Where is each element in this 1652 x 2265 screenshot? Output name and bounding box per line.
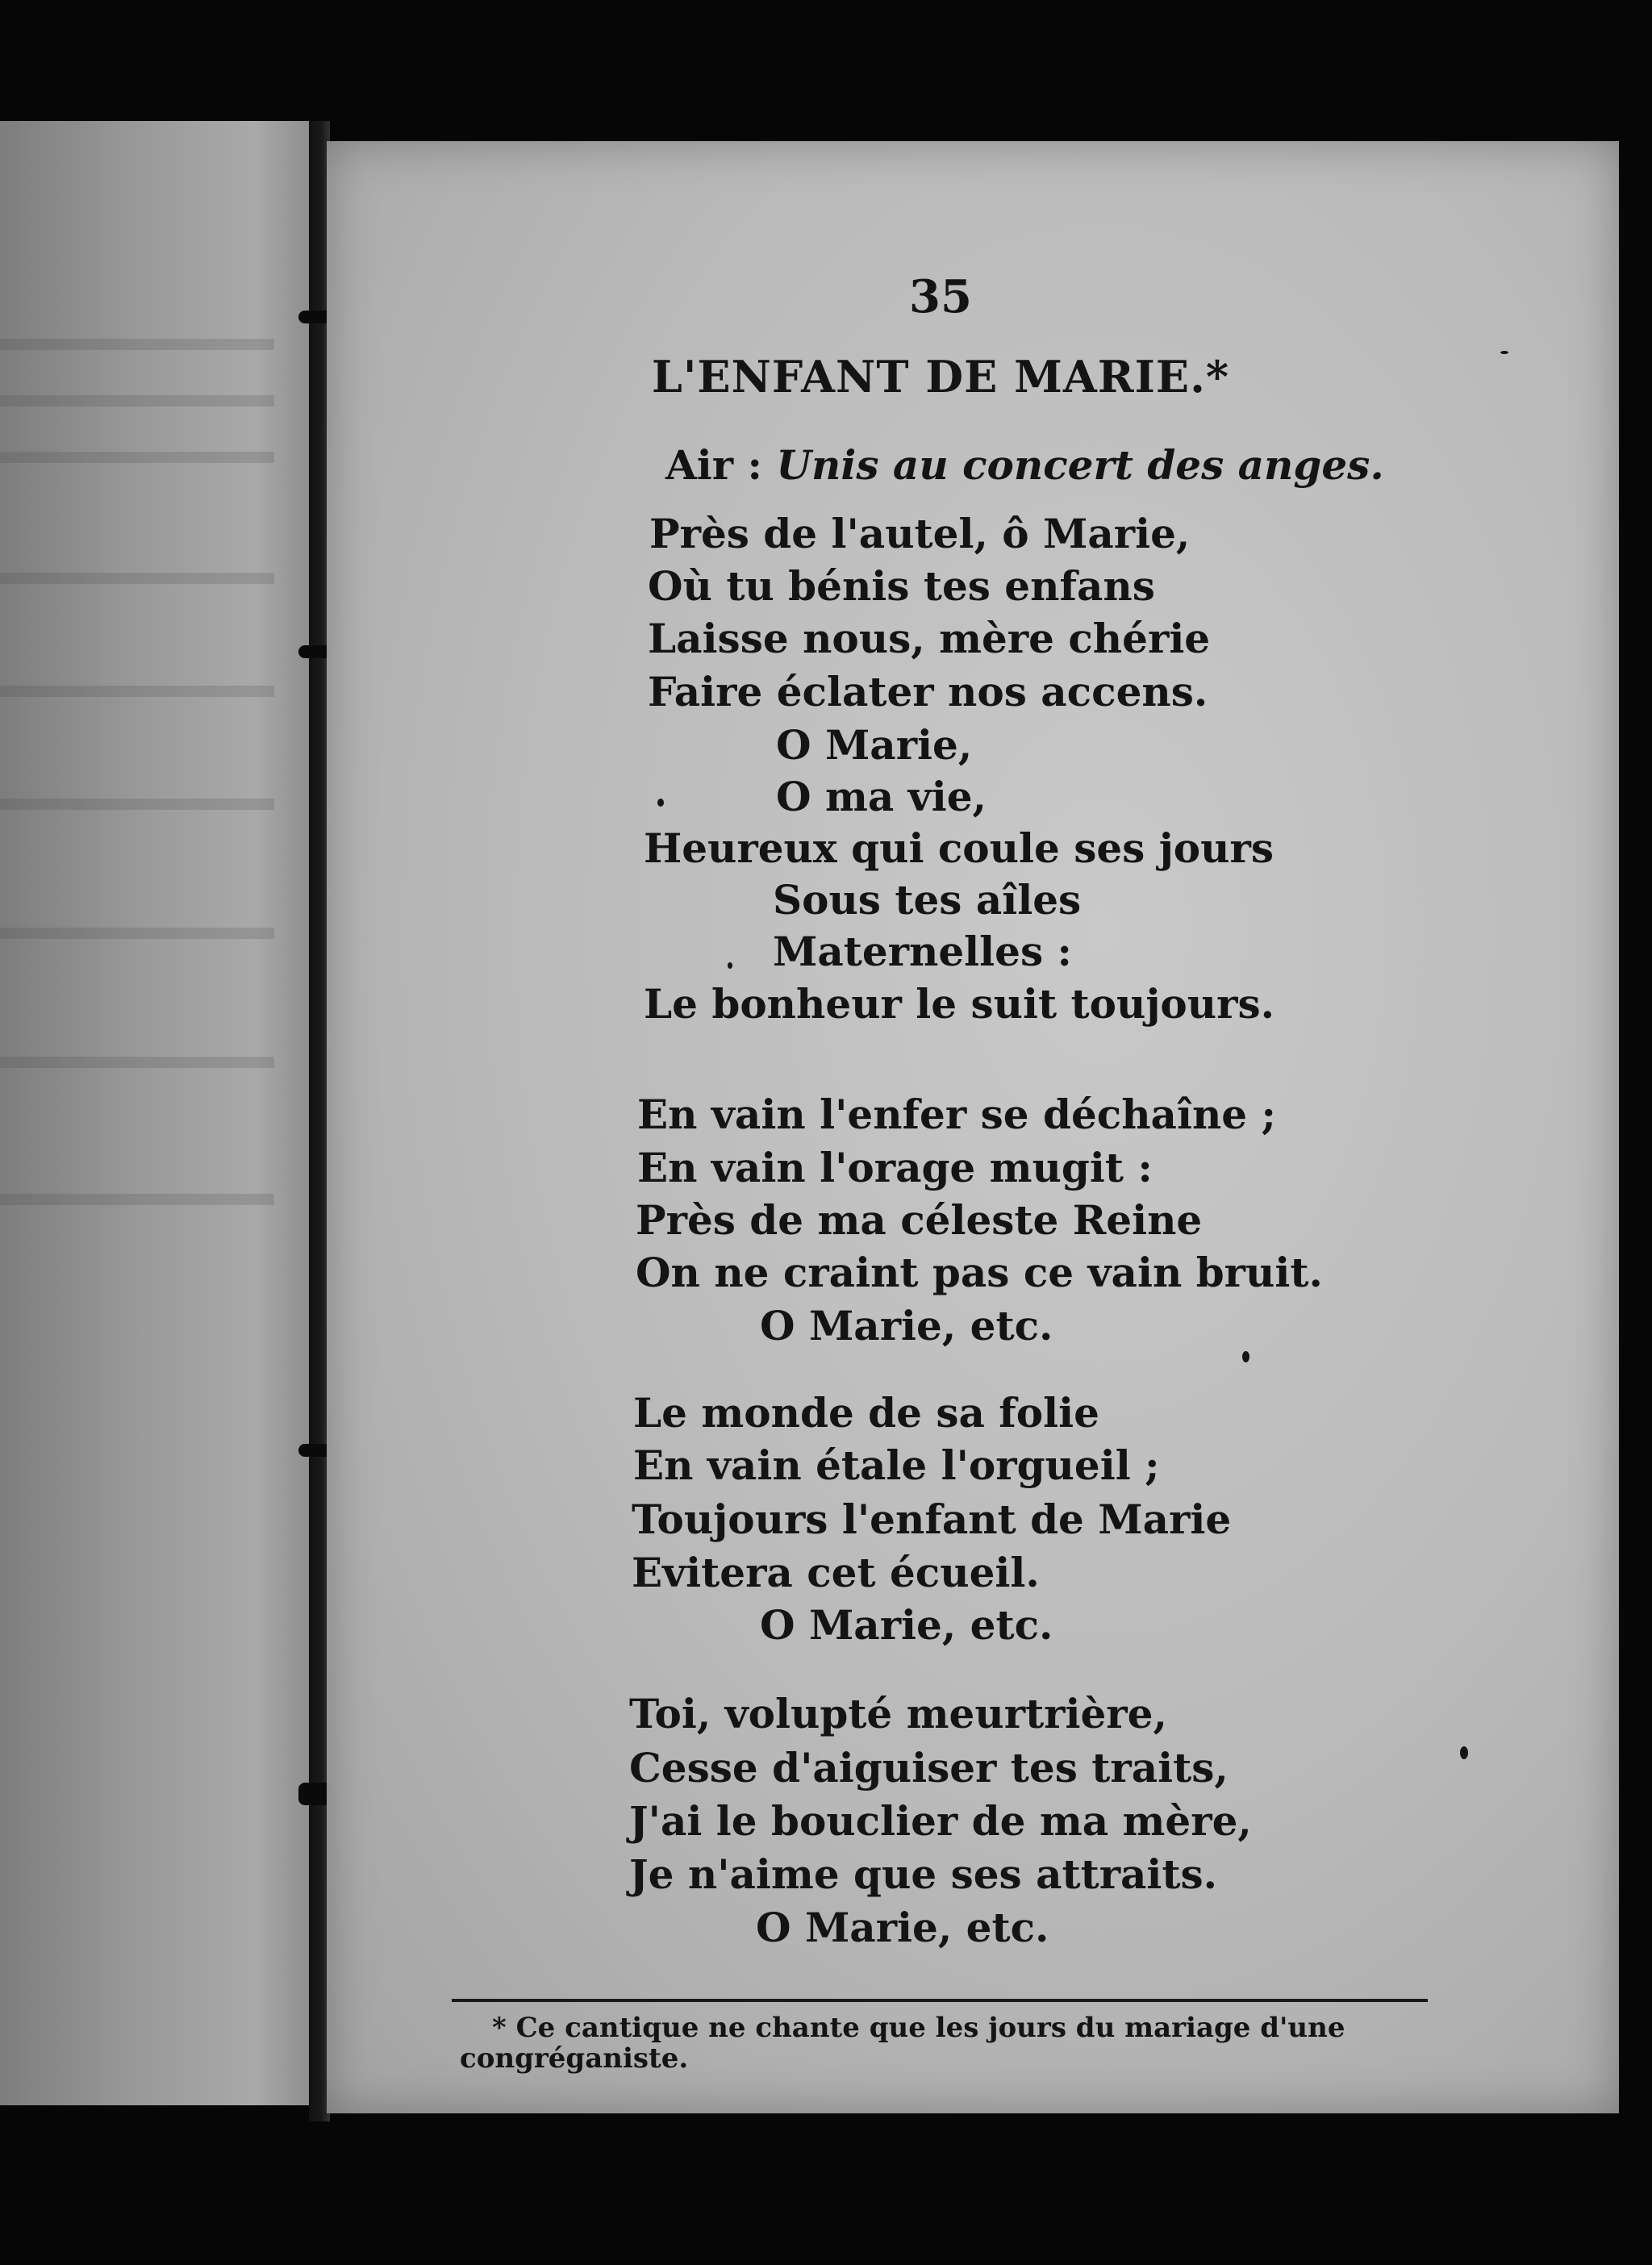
refrain-line: Sous tes aîles xyxy=(773,876,1082,924)
bleed-through-line xyxy=(0,452,274,463)
footnote-line-2: congréganiste. xyxy=(460,2042,689,2075)
page-number: 35 xyxy=(909,270,972,323)
footnote xyxy=(460,2013,1428,2074)
footnote-line-1: * Ce cantique ne chante que les jours du mariage d'une xyxy=(492,2012,1345,2044)
verse-line: En vain étale l'orgueil ; xyxy=(633,1441,1160,1489)
refrain-line: Le bonheur le suit toujours. xyxy=(644,980,1275,1028)
refrain-line: O ma vie, xyxy=(776,773,987,820)
verse-line: Près de ma céleste Reine xyxy=(636,1196,1203,1244)
hymn-title: L'ENFANT DE MARIE.* xyxy=(651,351,1230,403)
bleed-through-line xyxy=(0,928,274,939)
tune-indication xyxy=(665,441,1384,489)
bleed-through-line xyxy=(0,395,274,407)
facing-page-edge xyxy=(0,121,319,2105)
footnote-divider xyxy=(452,1999,1428,2002)
ink-speck xyxy=(1460,1746,1468,1759)
refrain-line: O Marie, xyxy=(776,721,973,769)
verse-line: On ne craint pas ce vain bruit. xyxy=(636,1249,1323,1296)
bleed-through-line xyxy=(0,1057,274,1068)
tune-name: Unis au concert des anges. xyxy=(776,441,1384,489)
verse-line: Laisse nous, mère chérie xyxy=(648,615,1211,662)
refrain-line: O Marie, etc. xyxy=(760,1302,1053,1349)
verse-line: J'ai le bouclier de ma mère, xyxy=(629,1797,1252,1845)
verse-line: Faire éclater nos accens. xyxy=(648,668,1208,715)
refrain-line: O Marie, etc. xyxy=(756,1904,1049,1951)
bleed-through-line xyxy=(0,799,274,810)
verse-line: Le monde de sa folie xyxy=(633,1389,1099,1437)
bleed-through-line xyxy=(0,1194,274,1205)
book-page xyxy=(327,141,1619,2113)
refrain-line: Heureux qui coule ses jours xyxy=(644,824,1274,872)
ink-speck xyxy=(1242,1351,1249,1362)
air-label: Air : xyxy=(665,441,762,489)
verse-line: Je n'aime que ses attraits. xyxy=(629,1850,1218,1898)
ink-speck xyxy=(657,799,664,807)
bleed-through-line xyxy=(0,686,274,697)
verse-line: En vain l'enfer se déchaîne ; xyxy=(637,1091,1276,1138)
ink-speck xyxy=(1500,351,1508,354)
verse-line: Toujours l'enfant de Marie xyxy=(632,1495,1232,1543)
verse-line: Evitera cet écueil. xyxy=(632,1549,1040,1596)
refrain-line: O Marie, etc. xyxy=(760,1601,1053,1649)
verse-line: Toi, volupté meurtrière, xyxy=(629,1690,1167,1737)
ink-speck xyxy=(728,962,732,969)
verse-line: Près de l'autel, ô Marie, xyxy=(649,510,1191,557)
verse-line: Cesse d'aiguiser tes traits, xyxy=(629,1744,1229,1792)
bleed-through-line xyxy=(0,573,274,584)
verse-line: Où tu bénis tes enfans xyxy=(648,562,1155,610)
bleed-through-line xyxy=(0,339,274,350)
refrain-line: Maternelles : xyxy=(773,928,1072,975)
verse-line: En vain l'orage mugit : xyxy=(637,1144,1153,1191)
